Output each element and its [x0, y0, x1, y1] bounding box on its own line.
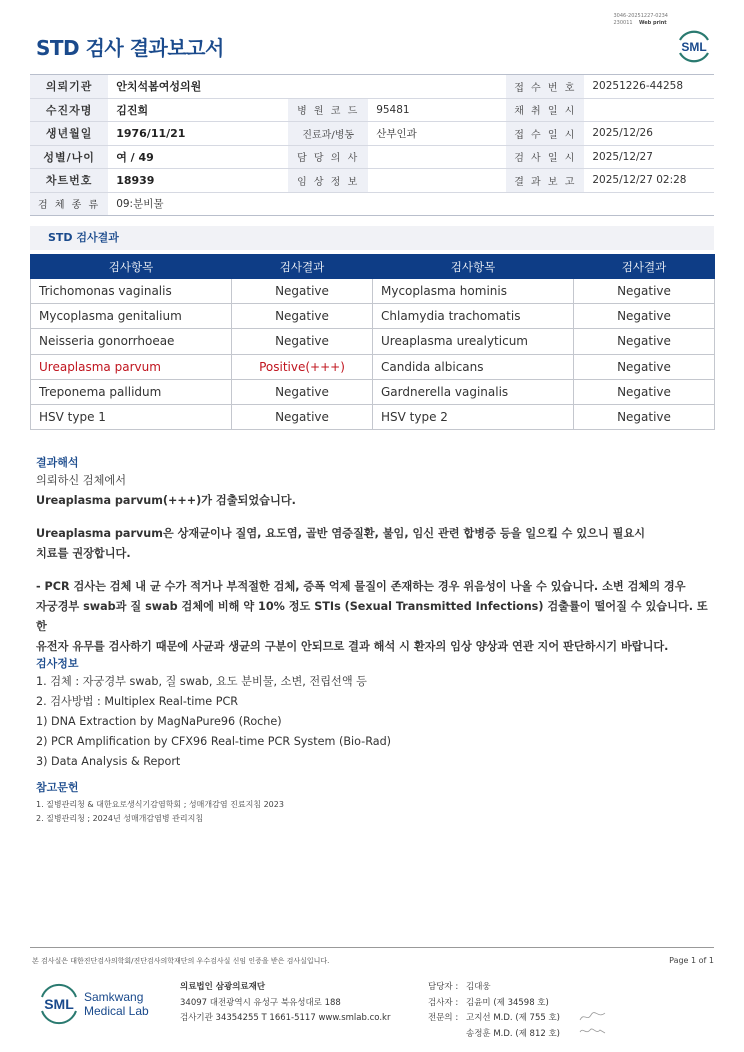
receipt-date: 2025/12/26 [584, 122, 714, 146]
staff-name: 김대웅 [466, 982, 491, 992]
org-name: 의료법인 삼광의료재단 [180, 982, 266, 992]
label-receipt-no: 접 수 번 호 [506, 75, 584, 99]
staff-name: 고지선 M.D. (제 755 호) [466, 1013, 561, 1023]
department: 산부인과 [368, 122, 506, 146]
svg-text:SML: SML [44, 996, 74, 1012]
table-row [31, 329, 715, 354]
test-result: Negative [574, 304, 715, 329]
page-number: Page 1 of 1 [669, 956, 714, 965]
label-physician: 담 당 의 사 [288, 145, 368, 169]
test-info-line: 1. 검체 : 자궁경부 swab, 질 swab, 요도 분비물, 소변, 전립선액 등 [36, 675, 367, 688]
test-item: Chlamydia trachomatis [373, 304, 574, 329]
test-info-title: 검사정보 [36, 657, 79, 670]
org-address: 34097 대전광역시 유성구 북유성대로 188 [180, 997, 341, 1008]
test-result: Negative [574, 354, 715, 379]
staff-label: 담당자 : [428, 982, 459, 992]
staff-row [428, 980, 560, 996]
test-item: Ureaplasma urealyticum [373, 329, 574, 354]
label-hospital-code: 병 원 코 드 [288, 98, 368, 122]
info-row [30, 122, 714, 146]
table-row [31, 404, 715, 429]
staff-info [428, 980, 560, 1042]
test-result: Negative [232, 404, 373, 429]
staff-name: 김윤미 (제 34598 호) [466, 997, 549, 1008]
limitation-line: 유전자 유무를 검사하기 때문에 사균과 생균의 구분이 안되므로 결과 해석 시 환자의 임상 양상과 연관 지어 판단하시기 바랍니다. [36, 640, 669, 653]
test-item: Candida albicans [373, 354, 574, 379]
collection-date [584, 98, 714, 122]
col-test-item: 검사항목 [373, 255, 574, 279]
table-row-positive [31, 354, 715, 379]
test-result: Negative [574, 329, 715, 354]
specimen-type: 09:분비물 [108, 192, 714, 216]
test-item: Treponema pallidum [31, 379, 232, 404]
interpretation-text [36, 471, 716, 511]
physician [368, 145, 506, 169]
label-specimen-type: 검 체 종 류 [30, 192, 108, 216]
staff-label: 전문의 : [428, 1013, 459, 1023]
signature-icon [578, 1010, 608, 1024]
staff-label: 검사자 : [428, 997, 459, 1008]
recommendation-line: Ureaplasma parvum은 상재균이나 질염, 요도염, 골반 염증질환, 불임, 임신 관련 합병증 등을 일으킬 수 있으니 필요시 [36, 527, 646, 540]
test-result: Negative [232, 279, 373, 304]
col-test-result: 검사결과 [574, 255, 715, 279]
birth-date: 1976/11/21 [108, 122, 288, 146]
label-clinical-info: 임 상 정 보 [288, 169, 368, 193]
interpretation-limitations [36, 577, 716, 657]
footer-divider [30, 947, 714, 948]
sex-age: 여 / 49 [108, 145, 288, 169]
label-sex-age: 성별/나이 [30, 145, 108, 169]
test-info-line: 2. 검사방법 : Multiplex Real-time PCR [36, 695, 239, 708]
staff-name: 송정훈 M.D. (제 812 호) [466, 1028, 561, 1039]
samkwang-logo-icon [38, 980, 158, 1028]
staff-label [428, 1027, 466, 1043]
std-results-table [30, 254, 715, 430]
info-row [30, 75, 714, 99]
test-result: Negative [574, 404, 715, 429]
label-department: 진료과/병동 [288, 122, 368, 146]
test-result: Negative [574, 379, 715, 404]
limitation-line: - PCR 검사는 검체 내 균 수가 적거나 부적절한 검체, 증폭 억제 물질이 존재하는 경우 위음성이 나올 수 있습니다. 소변 검체의 경우 [36, 580, 686, 593]
staff-row [428, 1027, 560, 1043]
results-header-row [31, 255, 715, 279]
interpretation-title: 결과해석 [36, 456, 79, 469]
table-row [31, 379, 715, 404]
label-patient-name: 수진자명 [30, 98, 108, 122]
label-requesting-clinic: 의뢰기관 [30, 75, 108, 99]
receipt-no: 20251226-44258 [584, 75, 714, 99]
web-print-label: Web print [638, 19, 667, 26]
chart-no: 18939 [108, 169, 288, 193]
col-test-item: 검사항목 [31, 255, 232, 279]
test-info-line: 2) PCR Amplification by CFX96 Real-time PCR System (Bio-Rad) [36, 735, 392, 748]
report-code: 230011 [613, 19, 633, 26]
report-id: 3046-20251227-0234 [613, 13, 668, 19]
certification-note: 본 검사실은 대한진단검사의학회/진단검사의학재단의 우수검사실 신임 인증을 받은 검사실입니다. [32, 957, 330, 965]
svg-text:SML: SML [681, 40, 707, 54]
references-title: 참고문헌 [36, 781, 79, 794]
reference-item: 2. 질병관리청 ; 2024년 성매개감염병 관리지침 [36, 814, 204, 823]
staff-row [428, 1011, 560, 1027]
reference-item: 1. 질병관리청 & 대한요로생식기감염학회 ; 성매개감염 진료지침 2023 [36, 800, 284, 809]
test-item: Neisseria gonorrhoeae [31, 329, 232, 354]
requesting-clinic: 안치석봄여성의원 [108, 75, 506, 99]
info-row [30, 145, 714, 169]
staff-row [428, 996, 560, 1012]
page-title: STD 검사 결과보고서 [36, 36, 224, 60]
label-birth-date: 생년월일 [30, 122, 108, 146]
label-report-date: 결 과 보 고 [506, 169, 584, 193]
clinical-info [368, 169, 506, 193]
references-list [36, 798, 284, 826]
info-row [30, 169, 714, 193]
test-info-line: 3) Data Analysis & Report [36, 755, 181, 768]
signature-icon [578, 1024, 608, 1038]
test-result: Negative [232, 329, 373, 354]
test-item: Mycoplasma hominis [373, 279, 574, 304]
patient-name: 김진희 [108, 98, 288, 122]
svg-text:Medical Lab: Medical Lab [84, 1004, 149, 1018]
interpretation-line: 의뢰하신 검체에서 [36, 474, 127, 487]
std-results-section-title: STD 검사결과 [30, 226, 714, 250]
patient-info-table [30, 74, 714, 216]
label-receipt-date: 접 수 일 시 [506, 122, 584, 146]
test-item: Trichomonas vaginalis [31, 279, 232, 304]
info-row [30, 192, 714, 216]
test-result: Negative [232, 379, 373, 404]
table-row [31, 304, 715, 329]
report-date: 2025/12/27 02:28 [584, 169, 714, 193]
interpretation-finding: Ureaplasma parvum(+++)가 검출되었습니다. [36, 494, 296, 507]
col-test-result: 검사결과 [232, 255, 373, 279]
limitation-line: 자궁경부 swab과 질 swab 검체에 비해 약 10% 정도 STIs (Sexual Transmitted Infections) 검출률이 떨어질 수 있습니다. 또한 [36, 600, 708, 633]
test-result: Negative [232, 304, 373, 329]
test-info-line: 1) DNA Extraction by MagNaPure96 (Roche) [36, 715, 282, 728]
test-item: Mycoplasma genitalium [31, 304, 232, 329]
report-meta [613, 13, 668, 26]
test-item: HSV type 1 [31, 404, 232, 429]
hospital-code: 95481 [368, 98, 506, 122]
test-item: HSV type 2 [373, 404, 574, 429]
table-row [31, 279, 715, 304]
test-result: Negative [574, 279, 715, 304]
test-result-positive: Positive(+++) [232, 354, 373, 379]
test-item: Gardnerella vaginalis [373, 379, 574, 404]
recommendation-line: 치료를 권장합니다. [36, 547, 131, 560]
org-contact: 검사기관 34354255 T 1661-5117 www.smlab.co.kr [180, 1013, 391, 1023]
test-date: 2025/12/27 [584, 145, 714, 169]
label-test-date: 검 사 일 시 [506, 145, 584, 169]
info-row [30, 98, 714, 122]
test-info-list [36, 672, 716, 772]
test-item-positive: Ureaplasma parvum [31, 354, 232, 379]
label-collection-date: 채 취 일 시 [506, 98, 584, 122]
svg-text:Samkwang: Samkwang [84, 990, 144, 1004]
sml-logo-icon [674, 26, 714, 66]
interpretation-recommendation [36, 524, 716, 564]
label-chart-no: 차트번호 [30, 169, 108, 193]
organization-info [180, 980, 390, 1027]
